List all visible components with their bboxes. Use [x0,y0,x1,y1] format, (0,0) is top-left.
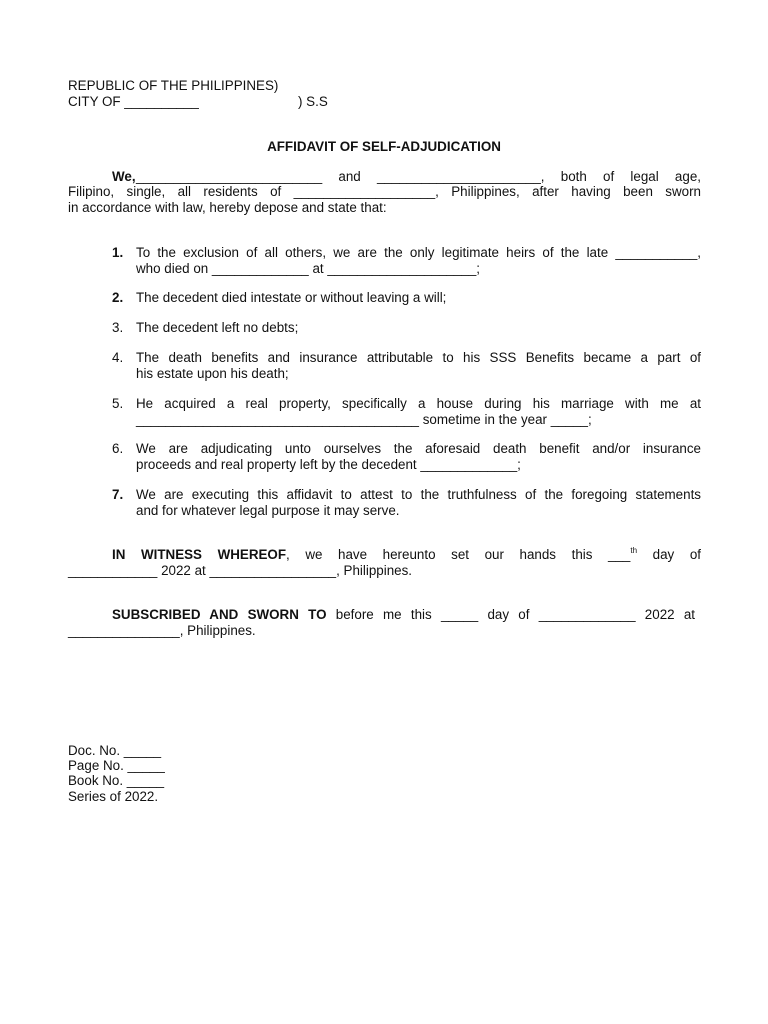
item-line: He acquired a real property, specifically a house during his marriage with me at [136,396,701,411]
list-item [136,245,701,277]
item-line: To the exclusion of all others, we are the only legitimate heirs of the late ___________, [136,245,701,260]
item-line: who died on _____________ at ____________________; [136,261,481,276]
list-item [136,487,701,519]
item-line: and for whatever legal purpose it may serve. [136,503,400,518]
witness-line-2: ____________ 2022 at _________________, Philippines. [68,563,413,578]
item-line: We are adjudicating unto ourselves the aforesaid death benefit and/or insurance [136,441,701,456]
document-title: AFFIDAVIT OF SELF-ADJUDICATION [267,139,501,154]
sworn-lead: SUBSCRIBED AND SWORN TO [112,607,327,622]
sworn-line-2: _______________, Philippines. [68,623,256,638]
item-line: his estate upon his death; [136,366,289,381]
item-number: 2. [112,290,124,305]
item-line: The death benefits and insurance attributable to his SSS Benefits became a part of [136,350,701,365]
item-number: 1. [112,245,124,260]
item-line: The decedent left no debts; [136,320,299,335]
witness-sup: th [630,546,638,555]
item-number: 3. [112,320,124,335]
list-item [136,396,701,428]
item-number: 4. [112,350,124,365]
intro-line-3: in accordance with law, hereby depose and state that: [68,200,387,215]
item-line: proceeds and real property left by the decedent _____________; [136,457,521,472]
item-line: We are executing this affidavit to attest to the truthfulness of the foregoing statements [136,487,701,502]
list-item [136,441,701,473]
sworn-text: before me this _____ day of _____________ 2022 at [326,607,696,622]
notary-page: Page No. _____ [68,758,165,773]
list-item [136,290,701,306]
header-republic: REPUBLIC OF THE PHILIPPINES) [68,78,279,93]
witness-line-1 [112,547,701,563]
item-line: ______________________________________ sometime in the year _____; [136,412,592,427]
witness-tail: day of [637,547,701,562]
item-number: 6. [112,441,124,456]
notary-doc: Doc. No. _____ [68,743,162,758]
notary-book: Book No. _____ [68,773,165,788]
sworn-line-1 [112,607,695,623]
intro-line-2: Filipino, single, all residents of ___________________, Philippines, after having been sworn [68,184,701,199]
header-city: CITY OF __________ [68,94,199,109]
item-line: The decedent died intestate or without leaving a will; [136,290,447,305]
intro-line-1: _________________________ and ______________________, both of legal age, [136,169,701,184]
notary-series: Series of 2022. [68,789,159,804]
item-number: 5. [112,396,124,411]
header-ss: ) S.S [298,94,328,109]
list-item [136,320,701,336]
witness-text: , we have hereunto set our hands this ___ [286,547,631,562]
item-number: 7. [112,487,124,502]
list-item [136,350,701,382]
intro-we: We, [112,169,136,184]
witness-lead: IN WITNESS WHEREOF [112,547,287,562]
